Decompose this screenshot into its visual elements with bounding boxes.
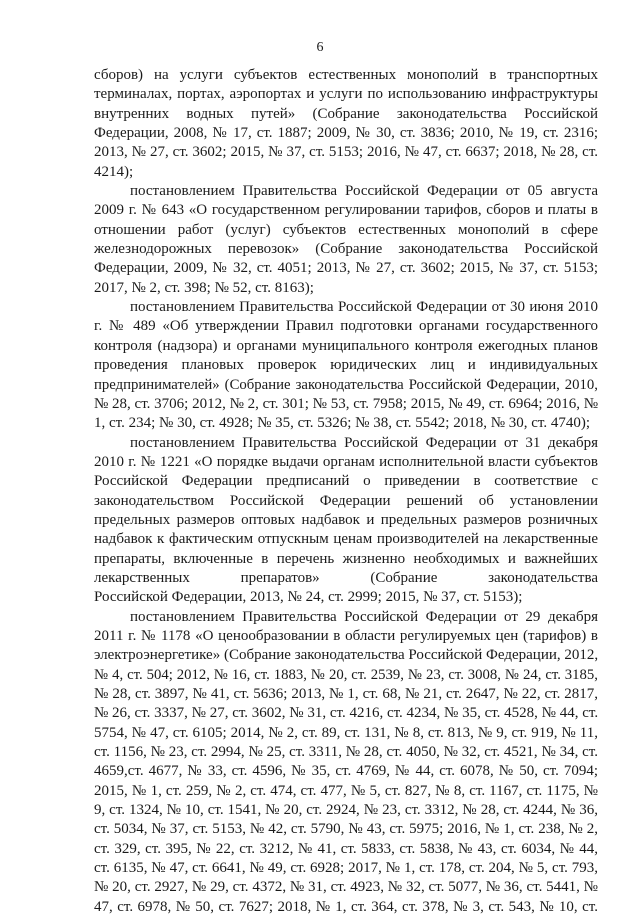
text-line: 1, ст. 234; № 30, ст. 4928; № 35, ст. 5326; № 38, ст. 5542; 2018, № 30, ст. 4740);	[94, 415, 591, 432]
text-line: 2010 г. № 1221 «О порядке выдачи органам исполнительной власти субъектов	[94, 453, 598, 470]
text-line: 9, ст. 1324, № 10, ст. 1541, № 20, ст. 2924, № 23, ст. 3312, № 28, ст. 4244, № 36,	[94, 802, 598, 819]
text-line: проведения плановых проверок юридических лиц и индивидуальных	[94, 357, 598, 374]
text-line: ст. 1156, № 23, ст. 2994, № 25, ст. 3311, № 28, ст. 4050, № 32, ст. 4521, № 34, ст.	[94, 744, 598, 761]
document-body	[94, 66, 598, 917]
text-line: № 4, ст. 504; 2012, № 16, ст. 1883, № 20, ст. 2539, № 23, ст. 3008, № 24, ст. 3185,	[94, 666, 598, 683]
text-line: надбавок к фактическим отпускным ценам производителей на лекарственные	[94, 531, 598, 548]
text-line: 2013, № 27, ст. 3602; 2015, № 37, ст. 5153; 2016, № 47, ст. 6637; 2018, № 28, ст.	[94, 144, 598, 161]
text-line: законодательством Российской Федерации решений об установлении	[94, 492, 598, 509]
text-line: 5754, № 47, ст. 6105; 2014, № 2, ст. 89, ст. 131, № 8, ст. 813, № 9, ст. 919, № 11,	[94, 724, 598, 741]
text-line: Российской Федерации, 2013, № 24, ст. 2999; 2015, № 37, ст. 5153);	[94, 589, 523, 606]
text-line: отношении работ (услуг) субъектов естественных монополий в сфере	[94, 221, 598, 238]
text-line: лекарственных препаратов» (Собрание законодательства	[94, 569, 598, 586]
text-line: Российской Федерации предписаний о приведении в соответствие с	[94, 473, 598, 490]
text-line: 47, ст. 6978, № 50, ст. 7627; 2018, № 1, ст. 364, ст. 378, № 3, ст. 543, № 10, ст.	[94, 898, 598, 915]
text-line: 4659,ст. 4677, № 33, ст. 4596, № 35, ст. 4769, № 44, ст. 6078, № 50, ст. 7094;	[94, 763, 598, 780]
text-line: предельных размеров оптовых надбавок и предельных размеров розничных	[94, 511, 598, 528]
text-line: предпринимателей» (Собрание законодательства Российской Федерации, 2010,	[94, 376, 598, 393]
text-line: ст. 6135, № 47, ст. 6641, № 49, ст. 6928; 2017, № 1, ст. 178, ст. 204, № 5, ст. 793,	[94, 860, 598, 877]
text-line: № 20, ст. 2927, № 29, ст. 4372, № 31, ст. 4923, № 32, ст. 5077, № 36, ст. 5441, №	[94, 879, 598, 896]
text-line: контроля (надзора) и органами муниципального контроля ежегодных планов	[94, 337, 598, 354]
text-line: электроэнергетике» (Собрание законодательства Российской Федерации, 2012,	[94, 647, 599, 664]
text-line: внутренних водных путей» (Собрание законодательства Российской	[94, 105, 598, 122]
text-line: терминалах, портах, аэропортах и услуги по использованию инфраструктуры	[94, 86, 598, 103]
text-line: постановлением Правительства Российской Федерации от 30 июня 2010	[130, 299, 598, 316]
text-line: постановлением Правительства Российской Федерации от 29 декабря	[130, 608, 598, 625]
text-line: Федерации, 2008, № 17, ст. 1887; 2009, № 30, ст. 3836; 2010, № 19, ст. 2316;	[94, 125, 598, 142]
text-line: 2015, № 1, ст. 259, № 2, ст. 474, ст. 477, № 5, ст. 827, № 8, ст. 1167, ст. 1175, №	[94, 782, 598, 799]
text-line: ст. 329, ст. 395, № 22, ст. 3212, № 41, ст. 5833, ст. 5838, № 43, ст. 6034, № 44,	[94, 840, 598, 857]
text-line: 2011 г. № 1178 «О ценообразовании в области регулируемых цен (тарифов) в	[94, 627, 598, 644]
text-line: постановлением Правительства Российской Федерации от 31 декабря	[130, 434, 598, 451]
text-line: № 28, ст. 3706; 2012, № 2, ст. 301; № 53, ст. 7958; 2015, № 49, ст. 6964; 2016, №	[94, 395, 599, 412]
text-line: № 26, ст. 3337, № 27, ст. 3602, № 31, ст. 4216, ст. 4234, № 35, ст. 4528, № 44, ст.	[94, 705, 599, 722]
text-line: 2009 г. № 643 «О государственном регулировании тарифов, сборов и платы в	[94, 202, 598, 219]
text-line: Федерации, 2009, № 32, ст. 4051; 2013, № 27, ст. 3602; 2015, № 37, ст. 5153;	[94, 260, 598, 277]
text-line: сборов) на услуги субъектов естественных монополий в транспортных	[94, 67, 598, 83]
text-line: постановлением Правительства Российской Федерации от 05 августа	[130, 183, 598, 200]
page-number: 6	[316, 40, 324, 55]
text-line: № 28, ст. 3897, № 41, ст. 5636; 2013, № 1, ст. 68, № 21, ст. 2647, № 22, ст. 2817,	[94, 686, 598, 702]
text-line: 2017, № 2, ст. 398; № 52, ст. 8163);	[94, 279, 314, 296]
text-line: железнодорожных перевозок» (Собрание законодательства Российской	[94, 241, 598, 258]
text-line: препараты, включенные в перечень жизненно необходимых и важнейших	[94, 550, 598, 567]
text-line: г. № 489 «Об утверждении Правил подготовки органами государственного	[94, 318, 598, 335]
text-line: ст. 5034, № 37, ст. 5153, № 42, ст. 5790, № 43, ст. 5975; 2016, № 1, ст. 238, № 2,	[94, 821, 598, 838]
text-line: 4214);	[94, 163, 134, 180]
